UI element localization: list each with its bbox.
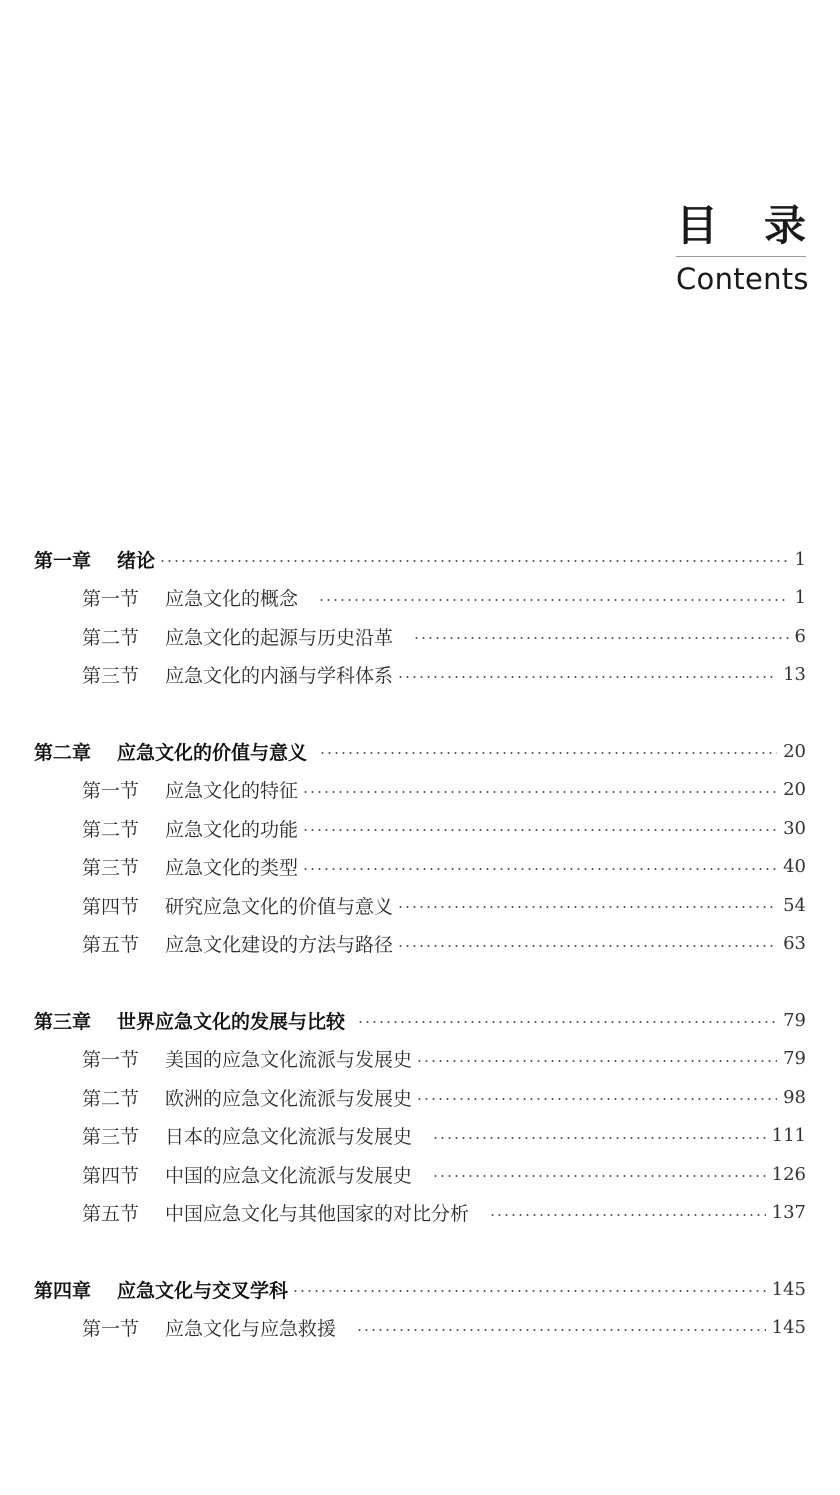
page-number: 111	[771, 1125, 806, 1147]
section-number: 第三节	[82, 1126, 140, 1149]
chapter-title: 应急文化的价值与意义	[117, 741, 308, 764]
section-title: 中国的应急文化流派与发展史	[165, 1164, 413, 1187]
section-title: 应急文化的概念	[165, 588, 299, 611]
page-number: 145	[771, 1317, 806, 1339]
toc-section-entry[interactable]	[34, 925, 806, 964]
leader-dots	[397, 906, 777, 908]
page-title-zh	[676, 198, 806, 254]
section-title: 中国应急文化与其他国家的对比分析	[165, 1203, 470, 1226]
toc-chapter-entry[interactable]	[34, 540, 806, 579]
toc-section-entry[interactable]	[34, 848, 806, 887]
section-title: 应急文化的起源与历史沿革	[165, 626, 394, 649]
leader-dots	[489, 1214, 766, 1216]
toc-chapter-3	[34, 1001, 806, 1232]
chapter-title: 应急文化与交叉学科	[117, 1279, 289, 1302]
toc-chapter-1	[34, 540, 806, 694]
toc-section-entry[interactable]	[34, 1078, 806, 1117]
leader-dots	[319, 752, 777, 754]
leader-dots	[302, 868, 777, 870]
title-char-2: 录	[763, 201, 806, 250]
page-number: 137	[771, 1202, 806, 1224]
toc-chapter-entry[interactable]	[34, 1270, 806, 1309]
leader-dots	[302, 829, 777, 831]
page-number: 63	[783, 933, 806, 955]
chapter-number: 第一章	[34, 549, 92, 572]
chapter-number: 第三章	[34, 1010, 92, 1033]
contents-header	[676, 198, 809, 299]
leader-dots	[302, 791, 777, 793]
section-title: 应急文化的类型	[165, 857, 299, 880]
toc-chapter-4	[34, 1270, 806, 1347]
section-number: 第二节	[82, 818, 140, 841]
section-title: 应急文化的特征	[165, 780, 299, 803]
page-number: 20	[783, 740, 806, 762]
section-title: 应急文化建设的方法与路径	[165, 934, 394, 957]
chapter-title: 绪论	[117, 549, 156, 572]
page-number: 20	[783, 779, 806, 801]
toc-section-entry[interactable]	[34, 656, 806, 695]
section-number: 第四节	[82, 895, 140, 918]
toc-chapter-entry[interactable]	[34, 732, 806, 771]
section-title: 日本的应急文化流派与发展史	[165, 1126, 413, 1149]
toc-section-entry[interactable]	[34, 809, 806, 848]
toc-section-entry[interactable]	[34, 771, 806, 810]
section-number: 第四节	[82, 1164, 140, 1187]
leader-dots	[318, 599, 789, 601]
leader-dots	[397, 676, 777, 678]
page-number: 126	[771, 1163, 806, 1185]
page-number: 1	[794, 548, 806, 570]
leader-dots	[413, 637, 789, 639]
section-number: 第五节	[82, 934, 140, 957]
leader-dots	[356, 1329, 766, 1331]
leader-dots	[416, 1098, 777, 1100]
page-number: 40	[783, 856, 806, 878]
toc-section-entry[interactable]	[34, 886, 806, 925]
toc-section-entry[interactable]	[34, 1155, 806, 1194]
toc-section-entry[interactable]	[34, 579, 806, 618]
toc-section-entry[interactable]	[34, 617, 806, 656]
section-number: 第一节	[82, 1318, 140, 1341]
chapter-number: 第二章	[34, 741, 92, 764]
table-of-contents	[34, 540, 806, 1385]
section-number: 第三节	[82, 665, 140, 688]
page-number: 1	[794, 587, 806, 609]
title-char-1: 目	[676, 201, 719, 250]
page-number: 6	[794, 625, 806, 647]
section-number: 第一节	[82, 780, 140, 803]
toc-section-entry[interactable]	[34, 1309, 806, 1348]
toc-section-entry[interactable]	[34, 1040, 806, 1079]
page-number: 54	[783, 894, 806, 916]
section-number: 第二节	[82, 1087, 140, 1110]
section-title: 欧洲的应急文化流派与发展史	[165, 1087, 413, 1110]
toc-chapter-2	[34, 732, 806, 963]
section-title: 美国的应急文化流派与发展史	[165, 1049, 413, 1072]
page-number: 145	[771, 1278, 806, 1300]
section-number: 第五节	[82, 1203, 140, 1226]
leader-dots	[159, 560, 789, 562]
toc-section-entry[interactable]	[34, 1117, 806, 1156]
leader-dots	[432, 1175, 766, 1177]
toc-chapter-entry[interactable]	[34, 1001, 806, 1040]
leader-dots	[292, 1290, 766, 1292]
chapter-title: 世界应急文化的发展与比较	[117, 1010, 346, 1033]
page-number: 13	[783, 664, 806, 686]
page-number: 79	[783, 1048, 806, 1070]
section-number: 第一节	[82, 588, 140, 611]
section-title: 应急文化的内涵与学科体系	[165, 665, 394, 688]
section-number: 第二节	[82, 626, 140, 649]
page-number: 98	[783, 1086, 806, 1108]
toc-section-entry[interactable]	[34, 1194, 806, 1233]
page-number: 79	[783, 1009, 806, 1031]
title-divider	[676, 256, 806, 257]
section-title: 应急文化与应急救援	[165, 1318, 337, 1341]
chapter-number: 第四章	[34, 1279, 92, 1302]
section-title: 应急文化的功能	[165, 818, 299, 841]
leader-dots	[397, 945, 777, 947]
page-number: 30	[783, 817, 806, 839]
leader-dots	[432, 1137, 766, 1139]
section-title: 研究应急文化的价值与意义	[165, 895, 394, 918]
section-number: 第三节	[82, 857, 140, 880]
leader-dots	[416, 1060, 777, 1062]
leader-dots	[357, 1021, 777, 1023]
section-number: 第一节	[82, 1049, 140, 1072]
page-title-en: Contents	[676, 262, 809, 296]
